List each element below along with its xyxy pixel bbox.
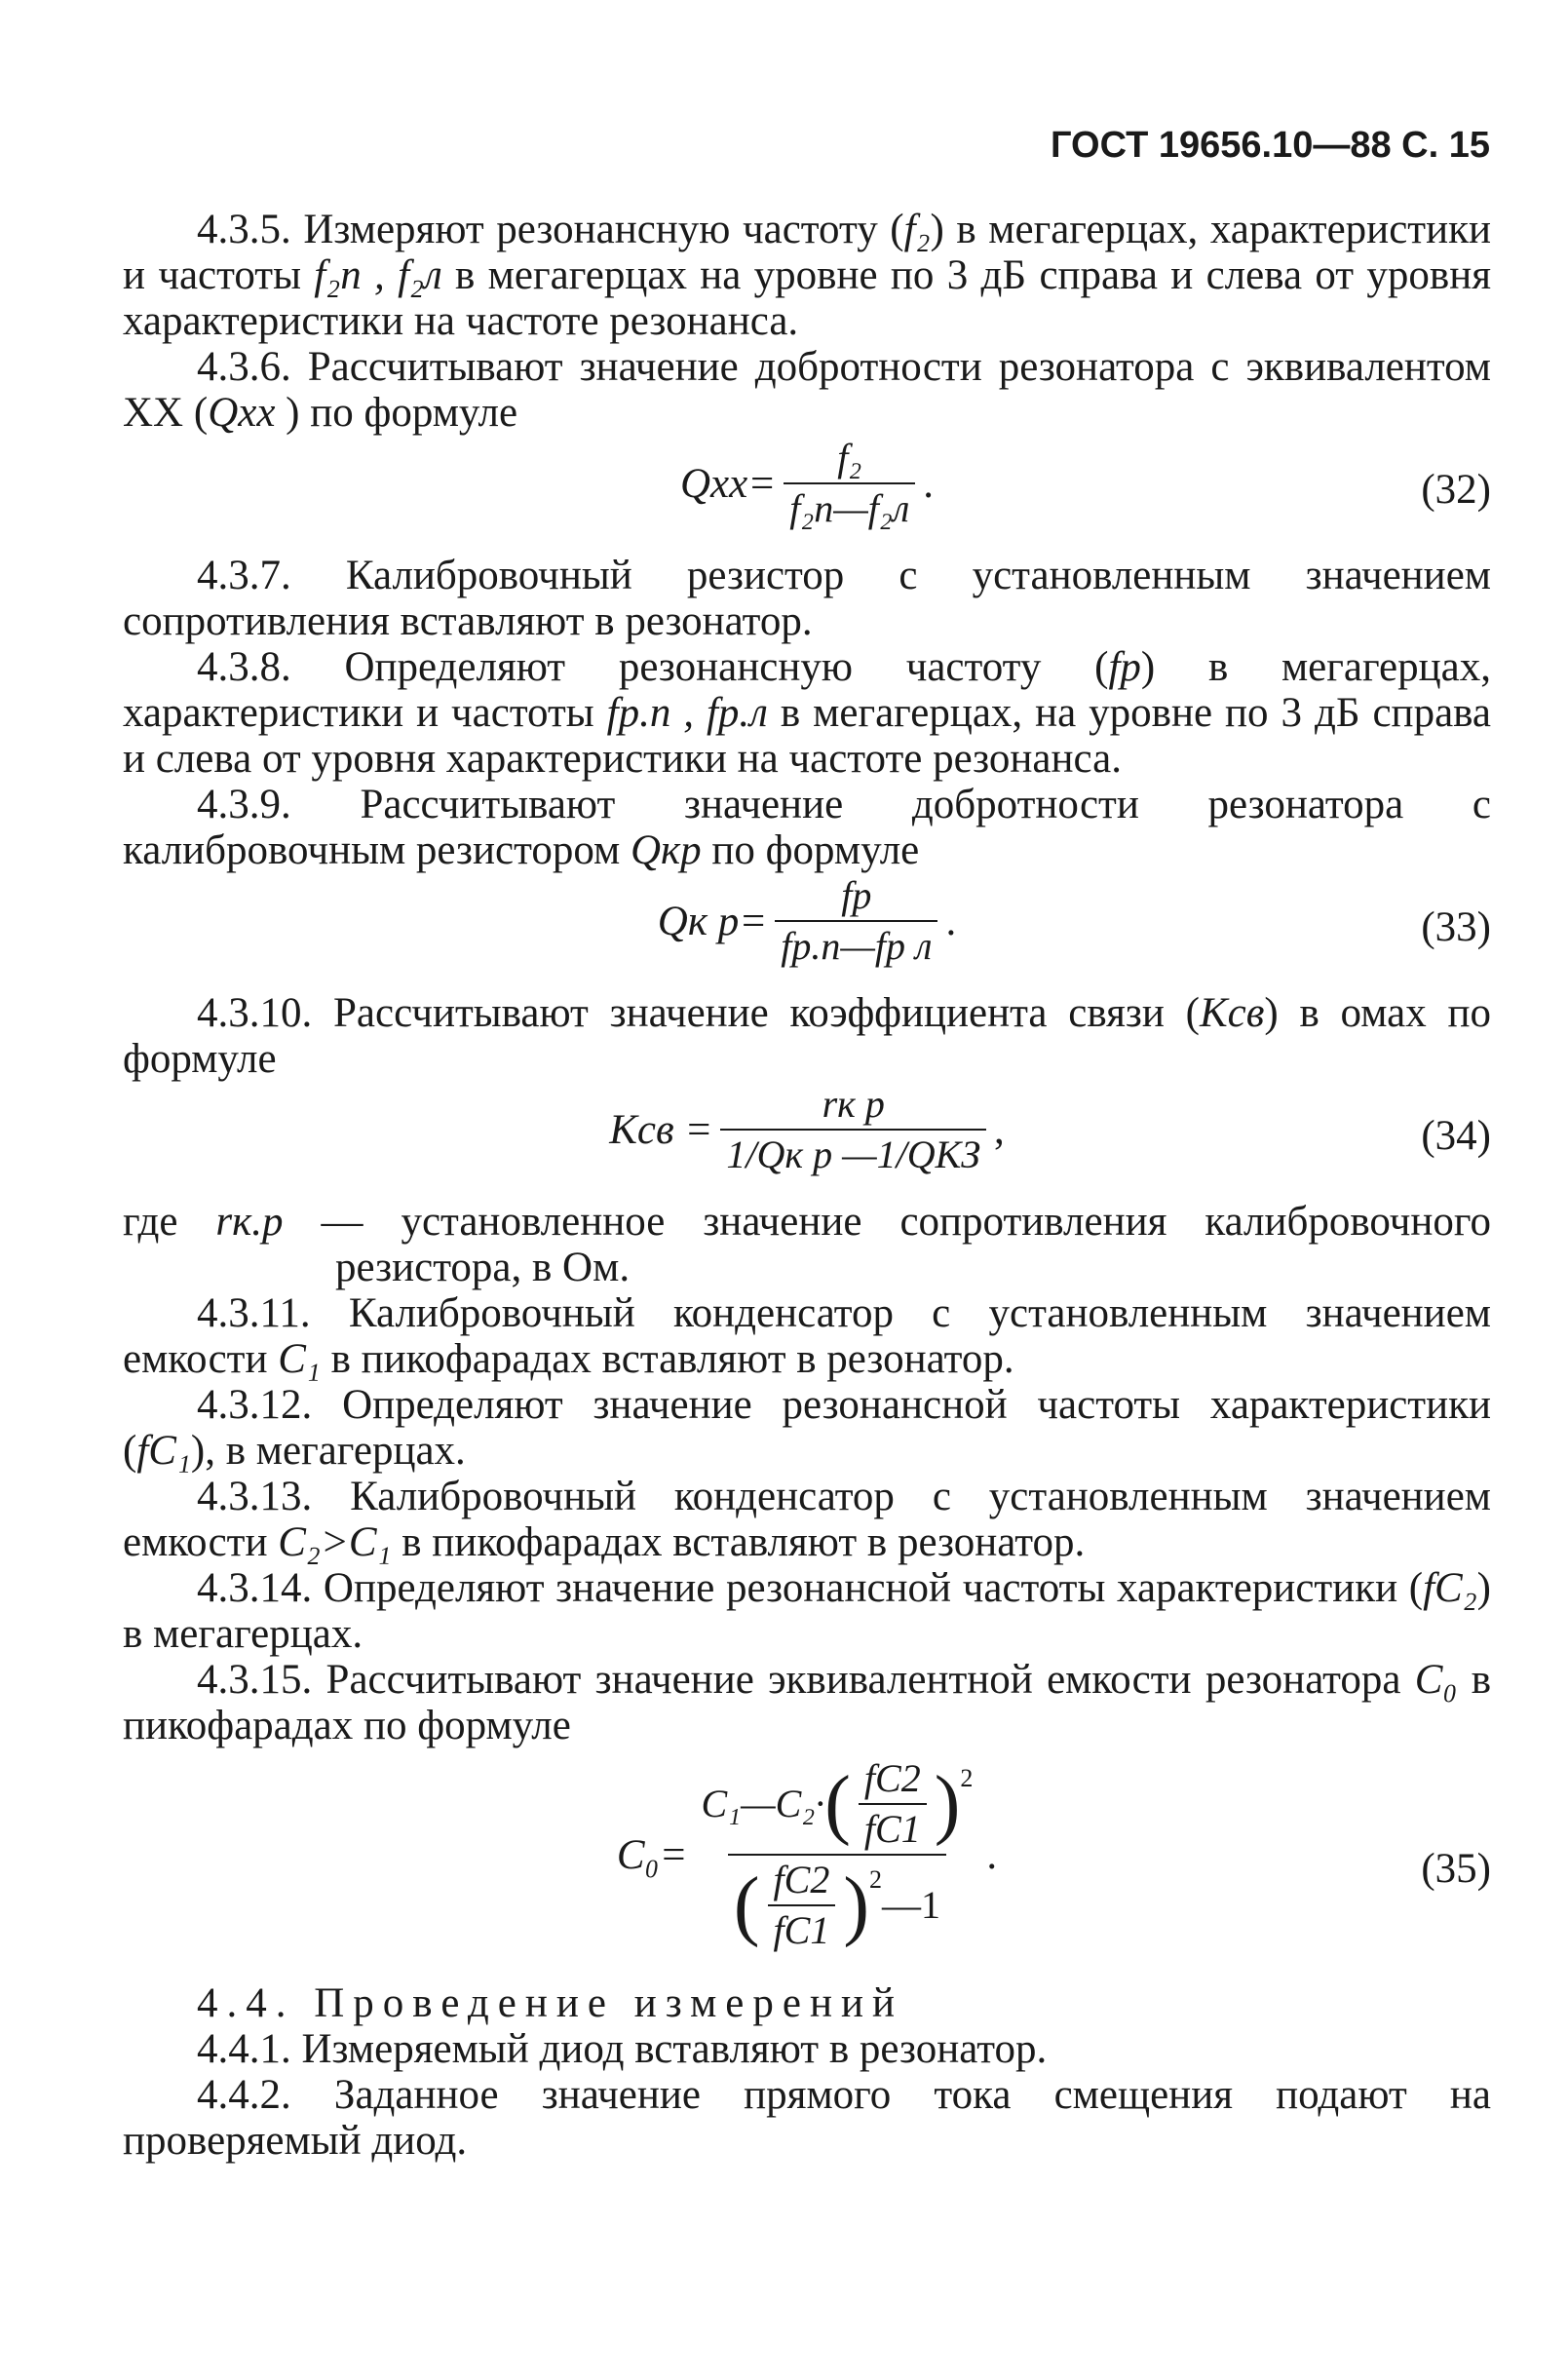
equation-number: (34) [1421,1113,1491,1159]
equation-number: (35) [1421,1846,1491,1892]
paragraph-4-3-6: 4.3.6. Рассчитывают значение добротности резонатора с эквивалентом XX (Qxx ) по формуле [123,344,1491,436]
formula-35: C₀= C₁—C₂· ( $\frac{fC2}{fC1}$ ) $^2$ ( $\frac{fC2}{fC1}$ ) $^2$ —1 . (35) [616,1756,1491,1952]
formula-34: Kсв = $\frac{\text{rк р}}{\text{1/Qк р —1/QКЗ}}$ , (34) [609,1082,1491,1176]
paragraph-4-3-11: 4.3.11. Калибровочный конденсатор с установленным значением емкости C₁ в пикофарадах вставляют в резонатор. [123,1290,1491,1382]
formula-33: Qк р= $\frac{fр}{\text{fр.п—fр л}}$ . (33) [657,873,1491,968]
formula-32: Qxx= $\frac{\text{f₂}}{\text{f₂п—f₂л}}$ . (32) [679,436,1491,530]
paragraph-4-3-5: 4.3.5. Измеряют резонансную частоту (f₂) в мегагерцах, характеристики и частоты f₂п , f₂л в мегагерцах на уровне по 3 дБ справа и слева от уровня характеристики на частоте резонанса. [123,207,1492,344]
document-body [123,207,1491,2164]
paragraph-4-4-2: 4.4.2. Заданное значение прямого тока смещения подают на проверяемый диод. [123,2072,1491,2164]
paragraph-4-3-13: 4.3.13. Калибровочный конденсатор с установленным значением емкости C₂>C₁ в пикофарадах вставляют в резонатор. [123,1474,1491,1565]
paragraph-4-3-14: 4.3.14. Определяют значение резонансной частоты характеристики (fC₂) в мегагерцах. [123,1565,1491,1657]
page-header: ГОСТ 19656.10—88 С. 15 [1050,125,1490,166]
paragraph-4-3-15: 4.3.15. Рассчитывают значение эквивалентной емкости резонатора C₀ в пикофарадах по формуле [123,1657,1491,1748]
equation-number: (33) [1421,904,1491,950]
equation-number: (32) [1421,467,1491,513]
paragraph-4-3-9: 4.3.9. Рассчитывают значение добротности резонатора с калибровочным резистором Qкр по формуле [123,782,1491,873]
paragraph-4-4-1: 4.4.1. Измеряемый диод вставляют в резонатор. [197,2026,1048,2072]
paragraph-4-3-7: 4.3.7. Калибровочный резистор с установленным значением сопротивления вставляют в резонатор. [123,553,1491,644]
paragraph-4-3-12: 4.3.12. Определяют значение резонансной частоты характеристики (fC₁), в мегагерцах. [123,1382,1491,1474]
section-title-4-4: 4.4. Проведение измерений [197,1980,904,2026]
paragraph-4-3-8: 4.3.8. Определяют резонансную частоту (fр) в мегагерцах, характеристики и частоты fр.п , fр.л в мегагерцах, на уровне по 3 дБ справа и слева от уровня характеристики на частоте резонанса. [123,644,1491,782]
where-clause: где rк.р — установленное значение сопротивления калибровочного резистора, в Ом. [123,1199,1491,1290]
paragraph-4-3-10: 4.3.10. Рассчитывают значение коэффициента связи (Kсв) в омах по формуле [123,990,1491,1082]
